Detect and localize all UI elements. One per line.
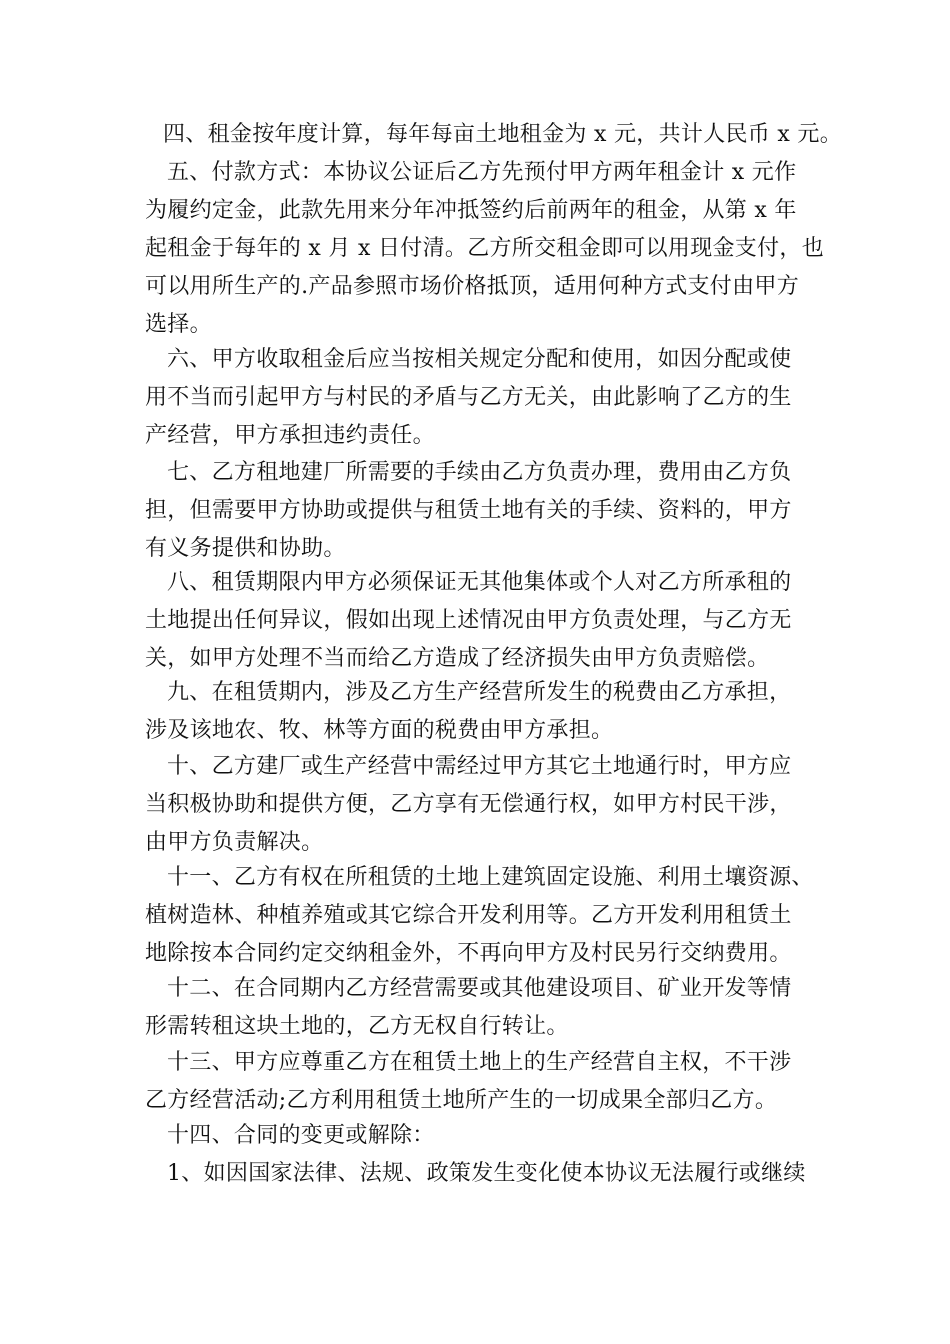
- clause-12-line-2: 形需转租这块土地的，乙方无权自行转让。: [145, 1014, 569, 1039]
- clause-9-line-1: 九、在租赁期内，涉及乙方生产经营所发生的税费由乙方承担，: [167, 680, 792, 705]
- clause-5-line-4: 可以用所生产的.产品参照市场价格抵顶，适用何种方式支付由甲方: [145, 274, 799, 299]
- clause-14-item-1-line-1: 1、如因国家法律、法规、政策发生变化使本协议无法履行或继续: [167, 1161, 806, 1186]
- clause-9-line-2: 涉及该地农、牧、林等方面的税费由甲方承担。: [145, 718, 614, 743]
- clause-4-line-1: 四、租金按年度计算，每年每亩土地租金为 x 元，共计人民币 x 元。: [163, 122, 842, 147]
- clause-10-line-3: 由甲方负责解决。: [145, 830, 324, 855]
- clause-7-line-2: 担，但需要甲方协助或提供与租赁土地有关的手续、资料的，甲方: [145, 498, 792, 523]
- clause-10-line-2: 当积极协助和提供方便，乙方享有无偿通行权，如甲方村民干涉，: [145, 792, 792, 817]
- clause-7-line-1: 七、乙方租地建厂所需要的手续由乙方负责办理，费用由乙方负: [167, 460, 792, 485]
- clause-13-line-1: 十三、甲方应尊重乙方在租赁土地上的生产经营自主权，不干涉: [167, 1050, 792, 1075]
- clause-10-line-1: 十、乙方建厂或生产经营中需经过甲方其它土地通行时，甲方应: [167, 754, 792, 779]
- clause-6-line-1: 六、甲方收取租金后应当按相关规定分配和使用，如因分配或使: [167, 347, 792, 372]
- clause-11-line-3: 地除按本合同约定交纳租金外，不再向甲方及村民另行交纳费用。: [145, 941, 792, 966]
- clause-7-line-3: 有义务提供和协助。: [145, 536, 346, 561]
- clause-6-line-3: 产经营，甲方承担违约责任。: [145, 423, 435, 448]
- clause-8-line-3: 关，如甲方处理不当而给乙方造成了经济损失由甲方负责赔偿。: [145, 646, 770, 671]
- clause-11-line-1: 十一、乙方有权在所租赁的土地上建筑固定设施、利用土壤资源、: [167, 865, 814, 890]
- clause-5-line-3: 起租金于每年的 x 月 x 日付清。乙方所交租金即可以用现金支付，也: [145, 236, 824, 261]
- clause-8-line-2: 土地提出任何异议，假如出现上述情况由甲方负责处理，与乙方无: [145, 608, 792, 633]
- clause-12-line-1: 十二、在合同期内乙方经营需要或其他建设项目、矿业开发等情: [167, 976, 792, 1001]
- clause-14-heading: 十四、合同的变更或解除：: [167, 1123, 435, 1148]
- clause-5-line-2: 为履约定金，此款先用来分年冲抵签约后前两年的租金，从第 x 年: [145, 198, 797, 223]
- clause-11-line-2: 植树造林、种植养殖或其它综合开发利用等。乙方开发利用租赁土: [145, 903, 792, 928]
- clause-13-line-2: 乙方经营活动;乙方利用租赁土地所产生的一切成果全部归乙方。: [145, 1088, 778, 1113]
- clause-5-line-1: 五、付款方式：本协议公证后乙方先预付甲方两年租金计 x 元作: [167, 160, 797, 185]
- clause-8-line-1: 八、租赁期限内甲方必须保证无其他集体或个人对乙方所承租的: [167, 570, 792, 595]
- clause-5-line-5: 选择。: [145, 312, 212, 337]
- clause-6-line-2: 用不当而引起甲方与村民的矛盾与乙方无关，由此影响了乙方的生: [145, 385, 792, 410]
